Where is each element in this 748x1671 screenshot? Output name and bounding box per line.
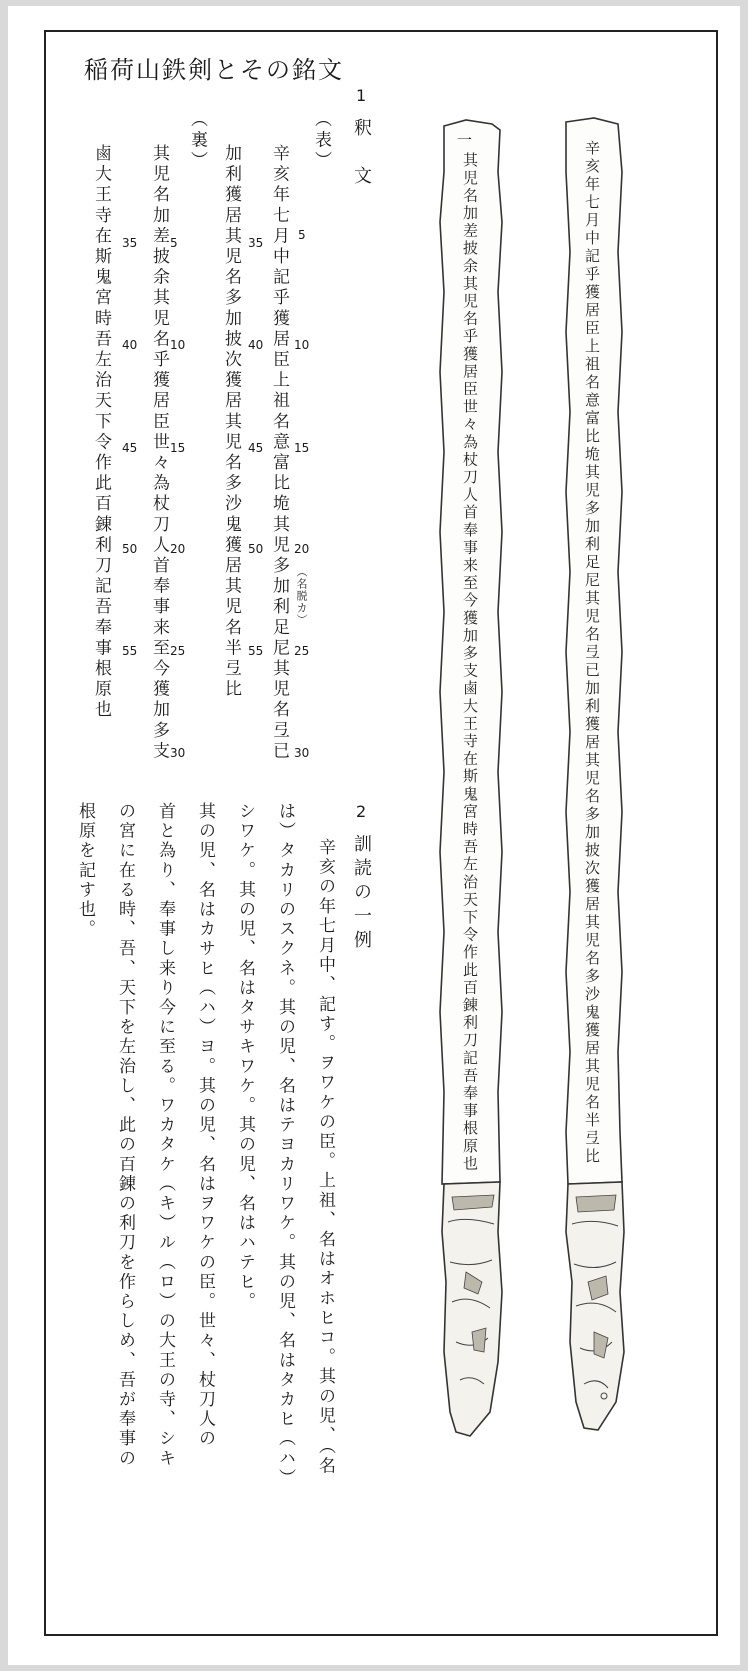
section2-heading: 訓読の一例 [351, 834, 372, 954]
kundoku-line: の宮に在る時、吾、天下を左治し、此の百錬の利刀を作らしめ、吾が奉事の [115, 802, 135, 1469]
line-number: 10 [294, 338, 310, 352]
line-number: 45 [248, 441, 264, 455]
line-number: 15 [170, 441, 186, 455]
line-number: 30 [170, 746, 186, 760]
omote-label: （表） [311, 110, 331, 172]
page-title: 稲荷山鉄剣とその銘文 [84, 56, 344, 84]
section2-number: 2 [356, 802, 367, 821]
kundoku-line: 根原を記す也。 [75, 802, 95, 940]
ura-label: （裏） [187, 110, 207, 172]
section1-number: 1 [356, 86, 367, 105]
line-number: 5 [298, 228, 306, 242]
line-number: 40 [122, 338, 138, 352]
line-number: 55 [122, 644, 138, 658]
right-sword-inscription: 辛亥年七月中記乎獲居臣上祖名意富比垝其児多加利足尼其児名弖已加利獲居其児名多加披次獲居其児名多沙鬼獲居其児名半弖比 [583, 140, 601, 1166]
line-number: 20 [294, 542, 310, 556]
ura-column-2: 鹵大王寺在斯鬼宮時吾左治天下令作此百錬利刀記吾奉事根原也 [91, 144, 111, 721]
line-number: 50 [248, 542, 264, 556]
kundoku-line: 辛亥の年七月中、記す。ヲワケの臣。上祖、名はオホヒコ。其の児、（名 [315, 838, 335, 1477]
line-number: 15 [294, 441, 310, 455]
line-number: 25 [170, 644, 186, 658]
left-sword-mark: 一 [455, 132, 473, 151]
ura-column-1: 其児名加差披余其児名乎獲居臣世々為杖刀人首奉事来至今獲加多支 [149, 144, 169, 762]
line-number: 10 [170, 338, 186, 352]
line-number: 55 [248, 644, 264, 658]
line-number: 40 [248, 338, 264, 352]
left-sword-inscription: 其児名加差披余其児名乎獲居臣世々為杖刀人首奉事来至今獲加多支鹵大王寺在斯鬼宮時吾左治天下令作此百錬利刀記吾奉事根原也 [461, 152, 479, 1173]
kundoku-line: 首と為り、奉事し来り今に至る。ワカタケ（キ）ル（ロ）の大王の寺、シキ [155, 802, 175, 1469]
omote-column-2: 加利獲居其児名多加披次獲居其児名多沙鬼獲居其児名半弖比 [221, 144, 241, 701]
page-frame [44, 30, 718, 1636]
missing-name-note: （名脱カ） [295, 566, 308, 626]
right-sword-tang [566, 1182, 624, 1430]
kundoku-line: シワケ。其の児、名はタサキワケ。其の児、名はハテヒ。 [235, 802, 255, 1312]
swords-drawing [46, 32, 720, 1638]
line-number: 25 [294, 644, 310, 658]
line-number: 35 [122, 236, 138, 250]
kundoku-line: 其の児、名はカサヒ（ハ）ヨ。其の児、名はヲワケの臣。世々、杖刀人の [195, 802, 215, 1449]
line-number: 45 [122, 441, 138, 455]
section1-heading: 釈 文 [351, 118, 372, 190]
line-number: 20 [170, 542, 186, 556]
line-number: 5 [170, 236, 178, 250]
kundoku-line: は）タカリのスクネ。其の児、名はテヨカリワケ。其の児、名はタカヒ（ハ） [275, 802, 295, 1488]
page-sheet [8, 6, 740, 1665]
line-number: 30 [294, 746, 310, 760]
line-number: 35 [248, 236, 264, 250]
line-number: 50 [122, 542, 138, 556]
omote-column-1: 辛亥年七月中記乎獲居臣上祖名意富比垝其児多加利足尼其児名弖已 [269, 144, 289, 762]
